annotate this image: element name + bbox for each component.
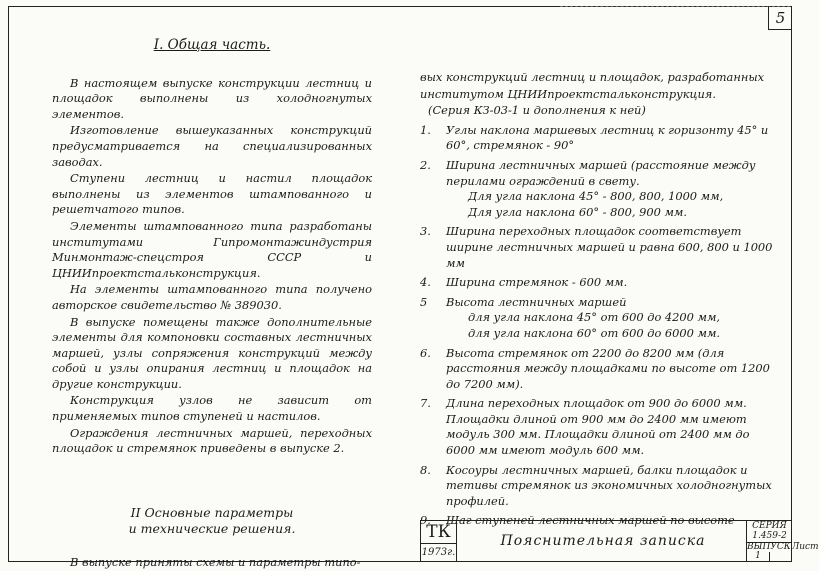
- list-item: [420, 295, 780, 342]
- item-text: Шаг ступеней лестничных маршей по высоте: [446, 513, 735, 528]
- item-number: 1.: [420, 122, 431, 137]
- item-text: Длина переходных площадок от 900 до 6000 мм. Площадки длиной от 900 мм до 2400 мм имеют модуль 300 мм. Площадки длиной от 2400 мм до 6000 мм имеют модуль 600 мм.: [446, 396, 750, 458]
- list-item: [420, 275, 780, 291]
- list-item: [420, 158, 780, 220]
- section1-title: I. Общая часть.: [153, 37, 271, 53]
- paragraph: На элементы штампованного типа получено авторское свидетельство № 389030.: [52, 282, 372, 312]
- paragraph: В выпуске помещены также дополнительные элементы для компоновки составных лестничных маршей, узлы сопряжения конструкций между собой и узлы опирания лестниц и площадок на другие конструкции.: [52, 314, 372, 391]
- left-column: [52, 34, 372, 571]
- series-label: СЕРИЯ: [752, 521, 787, 531]
- year: 1973г.: [421, 547, 456, 558]
- item-text: Косоуры лестничных маршей, балки площадок и тетивы стремянок из экономичных холодногнутых профилей.: [446, 462, 772, 508]
- item-subline: Для угла наклона 60° - 800, 900 мм.: [468, 204, 687, 219]
- intro-line: (Серия КЗ-03-1 и дополнения к ней): [428, 103, 646, 118]
- item-number: 5: [420, 294, 428, 309]
- item-number: 9.: [420, 513, 431, 528]
- list-item: [420, 224, 780, 271]
- item-text: Высота лестничных маршей: [446, 294, 627, 309]
- item-subline: для угла наклона 60° от 600 до 6000 мм.: [468, 325, 721, 340]
- item-number: 8.: [420, 462, 431, 477]
- list-item: [420, 123, 780, 154]
- org-code: ТК: [421, 521, 456, 544]
- item-text: Углы наклона маршевых лестниц к горизонту 45° и 60°, стремянок - 90°: [446, 122, 769, 153]
- paragraph: Элементы штампованного типа разработаны институтами Гипромонтажиндустрия Минмонтаж-спецстроя СССР и ЦНИИпроектстальконструкция.: [52, 218, 372, 280]
- paragraph: В выпуске приняты схемы и параметры типо-: [70, 554, 361, 569]
- top-edge-marks: [560, 0, 790, 7]
- list-item: [420, 346, 780, 393]
- document-title: Пояснительная записка: [500, 533, 706, 549]
- item-text: Высота стремянок от 2200 до 8200 мм (для расстояния между площадками по высоте от 1200 до 7200 мм).: [446, 345, 770, 391]
- page-number: 5: [768, 6, 792, 30]
- right-column: [420, 70, 780, 533]
- series-value: 1.459-2: [747, 531, 792, 543]
- item-number: 4.: [420, 275, 431, 290]
- paragraph: Ступени лестниц и настил площадок выполнены из элементов штампованного и решетчатого типов.: [52, 171, 372, 217]
- issue-value: 1: [755, 551, 761, 561]
- paragraph: Ограждения лестничных маршей, переходных площадок и стремянок приведены в выпуске 2.: [52, 425, 372, 456]
- intro-line: институтом ЦНИИпроектстальконструкция.: [420, 86, 716, 101]
- item-text: Ширина лестничных маршей (расстояние между перилами ограждений в свету.: [446, 157, 756, 188]
- paragraph: Изготовление вышеуказанных конструкций предусматривается на специализированных заводах.: [52, 123, 372, 169]
- item-text: Ширина стремянок - 600 мм.: [446, 275, 628, 290]
- item-subline: для угла наклона 45° от 600 до 4200 мм,: [468, 310, 721, 325]
- issue-label: ВЫПУСК: [747, 542, 791, 552]
- item-subline: Для угла наклона 45° - 800, 800, 1000 мм,: [468, 189, 724, 204]
- item-number: 3.: [420, 224, 431, 239]
- paragraph: Конструкция узлов не зависит от применяемых типов ступеней и настилов.: [52, 393, 372, 424]
- intro-line: вых конструкций лестниц и площадок, разработанных: [420, 70, 765, 84]
- list-item: [420, 396, 780, 458]
- sheet-label: Лист: [791, 542, 819, 552]
- title-block: [420, 520, 819, 562]
- item-text: Ширина переходных площадок соответствует ширине лестничных маршей и равна 600, 800 и 1000 мм: [446, 224, 773, 270]
- item-number: 7.: [420, 396, 431, 411]
- parameters-list: [420, 123, 780, 529]
- section2-title: II Основные параметры и технические решения.: [128, 504, 296, 536]
- list-item: [420, 463, 780, 510]
- item-number: 2.: [420, 157, 431, 172]
- item-number: 6.: [420, 345, 431, 360]
- paragraph: В настоящем выпуске конструкции лестниц и площадок выполнены из холодногнутых элементов.: [52, 75, 372, 121]
